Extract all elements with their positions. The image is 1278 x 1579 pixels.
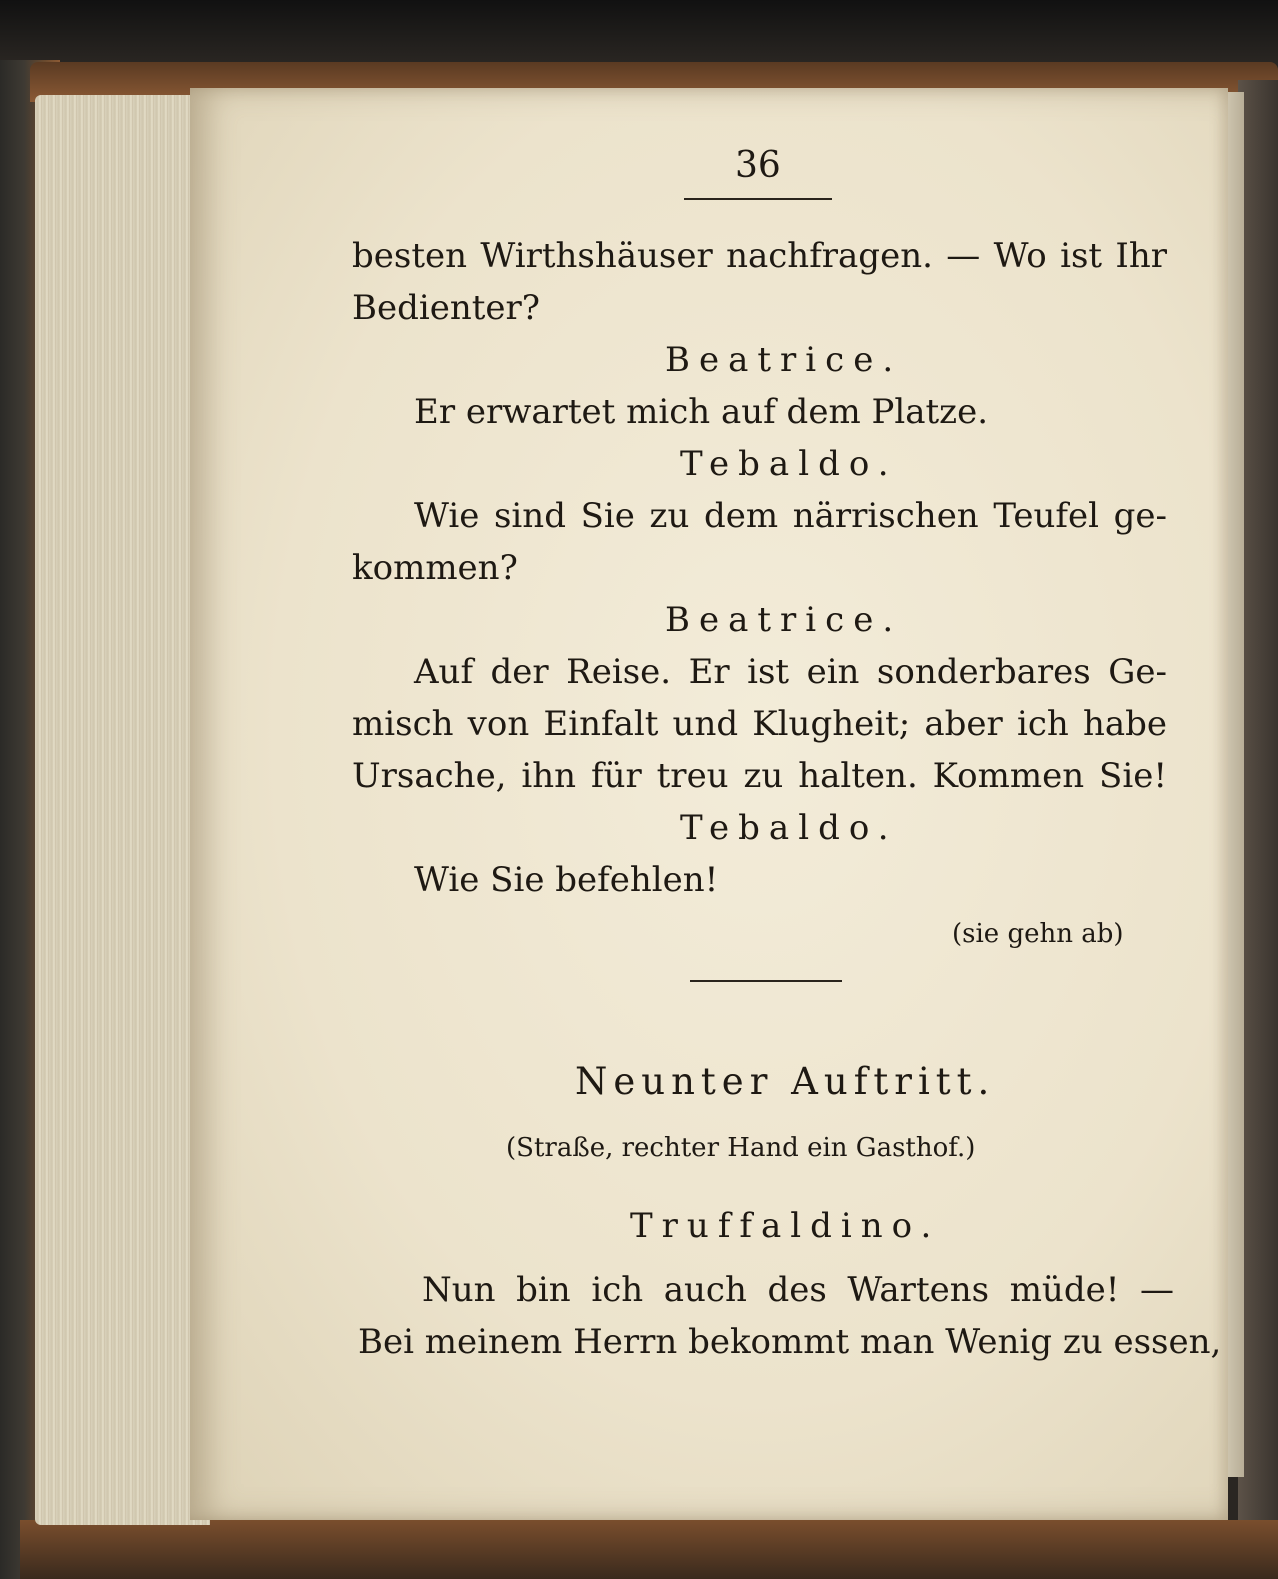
scene-direction: (Straße, rechter Hand ein Gasthof.)	[506, 1133, 976, 1163]
scene-heading: Neunter Auftritt.	[575, 1060, 996, 1103]
background-shadow	[0, 0, 1278, 70]
scene-divider	[690, 980, 842, 982]
book-cover-right	[1238, 80, 1278, 1550]
text-line: Wie Sie befehlen!	[414, 860, 719, 900]
text-line: Auf der Reise. Er ist ein sonderbares Ge-	[414, 652, 1167, 692]
text-line: Bei meinem Herrn bekommt man Wenig zu essen,	[358, 1322, 1222, 1362]
text-line: kommen?	[352, 548, 518, 588]
speaker-name: Beatrice.	[665, 600, 903, 640]
text-line: misch von Einfalt und Klugheit; aber ich habe	[352, 704, 1167, 744]
text-line: Ursache, ihn für treu zu halten. Kommen Sie!	[352, 756, 1167, 796]
page-edges	[35, 95, 210, 1525]
text-line: Wie sind Sie zu dem närrischen Teufel ge-	[414, 496, 1167, 536]
page-number: 36	[735, 145, 781, 186]
speaker-name: Tebaldo.	[680, 808, 898, 848]
speaker-name: Beatrice.	[665, 340, 903, 380]
stage-direction: (sie gehn ab)	[952, 919, 1124, 949]
text-line: Er erwartet mich auf dem Platze.	[414, 392, 989, 432]
book-cover-bottom	[20, 1520, 1278, 1579]
page-number-rule	[684, 198, 832, 200]
text-line: Bedienter?	[352, 288, 541, 328]
text-line: besten Wirthshäuser nachfragen. — Wo ist Ihr	[352, 236, 1167, 276]
text-line: Nun bin ich auch des Wartens müde! —	[422, 1270, 1174, 1310]
speaker-name: Truffaldino.	[630, 1206, 941, 1246]
speaker-name: Tebaldo.	[680, 444, 898, 484]
book-page	[190, 88, 1228, 1520]
